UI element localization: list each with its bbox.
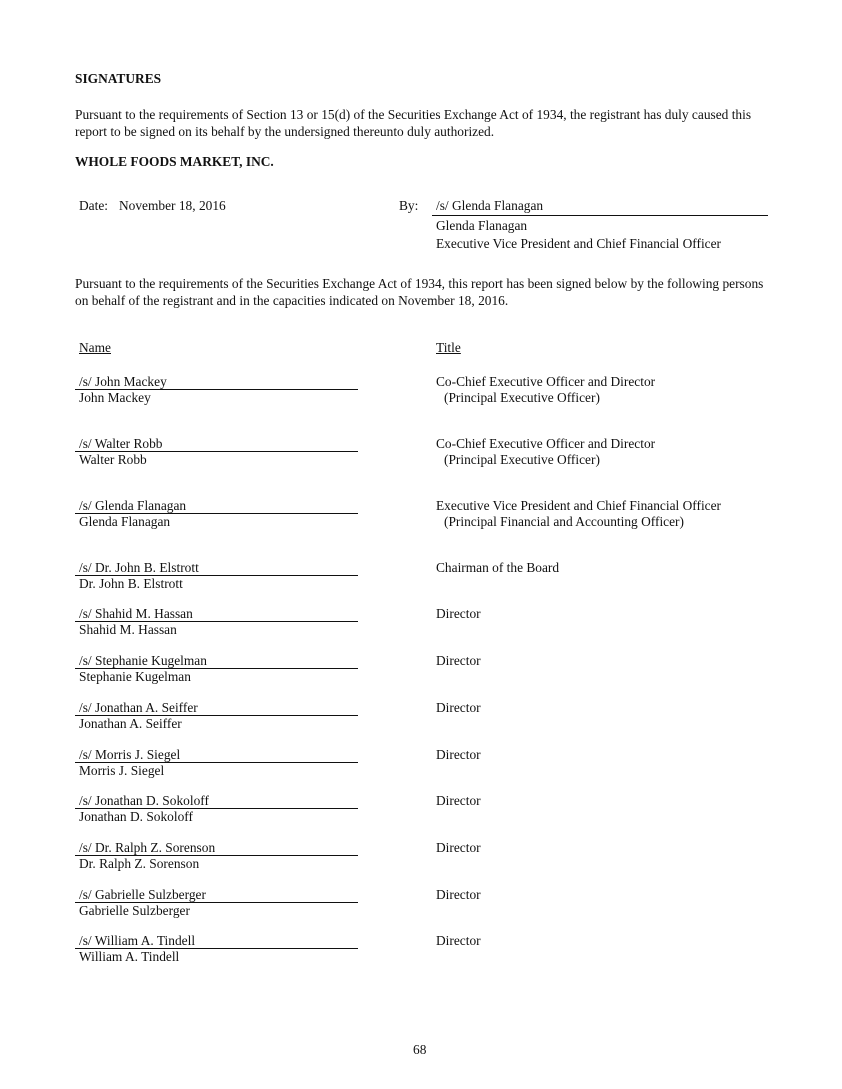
- signer-name: Jonathan A. Seiffer: [79, 716, 182, 731]
- signer-signature: /s/ Shahid M. Hassan: [79, 606, 193, 621]
- signer-name: Shahid M. Hassan: [79, 622, 177, 637]
- signer-capacity: (Principal Executive Officer): [444, 390, 600, 405]
- signer-name: William A. Tindell: [79, 949, 180, 964]
- date-label: Date:: [79, 198, 108, 213]
- signer-signature: /s/ Jonathan A. Seiffer: [79, 700, 198, 715]
- signer-name: Gabrielle Sulzberger: [79, 903, 190, 918]
- signer-name: John Mackey: [79, 390, 151, 405]
- signer-name: Jonathan D. Sokoloff: [79, 809, 193, 824]
- intro-paragraph: Pursuant to the requirements of Section 13 or 15(d) of the Securities Exchange Act of 1934, the registrant has duly caused this report to be signed on its behalf by the undersigned thereunto duly authorized.: [75, 107, 752, 139]
- signer-name: Glenda Flanagan: [79, 514, 171, 529]
- signer-title: Director: [436, 840, 481, 855]
- signer-name: Dr. Ralph Z. Sorenson: [79, 856, 200, 871]
- signer-title: Director: [436, 700, 481, 715]
- signer-title: Executive Vice President and Chief Financial Officer: [436, 498, 722, 513]
- signer-name: Dr. John B. Elstrott: [79, 576, 183, 591]
- signer-signature: /s/ Jonathan D. Sokoloff: [79, 793, 209, 808]
- signer-title: Director: [436, 747, 481, 762]
- signer-capacity: (Principal Executive Officer): [444, 452, 600, 467]
- signer-signature: /s/ John Mackey: [79, 374, 167, 389]
- signer-signature: /s/ Morris J. Siegel: [79, 747, 181, 762]
- signer-title: Co-Chief Executive Officer and Director: [436, 374, 656, 389]
- signer-signature: /s/ William A. Tindell: [79, 933, 196, 948]
- by-title: Executive Vice President and Chief Financial Officer: [436, 236, 722, 251]
- by-label: By:: [399, 198, 419, 213]
- by-name: Glenda Flanagan: [436, 218, 528, 233]
- signer-title: Director: [436, 793, 481, 808]
- by-signature-line: [432, 215, 768, 216]
- title-column-header: Title: [436, 340, 461, 355]
- signer-signature: /s/ Dr. John B. Elstrott: [79, 560, 199, 575]
- date-value: November 18, 2016: [119, 198, 226, 213]
- signer-title: Director: [436, 887, 481, 902]
- name-column-header: Name: [79, 340, 111, 355]
- signer-title: Chairman of the Board: [436, 560, 560, 575]
- signer-name: Stephanie Kugelman: [79, 669, 191, 684]
- signer-signature: /s/ Glenda Flanagan: [79, 498, 187, 513]
- signer-title: Director: [436, 606, 481, 621]
- signer-name: Walter Robb: [79, 452, 147, 467]
- signer-title: Director: [436, 653, 481, 668]
- signer-signature: /s/ Stephanie Kugelman: [79, 653, 207, 668]
- signer-title: Co-Chief Executive Officer and Director: [436, 436, 656, 451]
- signer-title: Director: [436, 933, 481, 948]
- signer-signature: /s/ Dr. Ralph Z. Sorenson: [79, 840, 216, 855]
- company-name: WHOLE FOODS MARKET, INC.: [75, 154, 274, 169]
- by-signature: /s/ Glenda Flanagan: [436, 198, 544, 213]
- second-paragraph: Pursuant to the requirements of the Securities Exchange Act of 1934, this report has been signed below by the following persons on behalf of the registrant and in the capacities indicated on November 18, 2016.: [75, 276, 764, 308]
- signer-signature: /s/ Walter Robb: [79, 436, 163, 451]
- signer-capacity: (Principal Financial and Accounting Officer): [444, 514, 684, 529]
- signer-signature: /s/ Gabrielle Sulzberger: [79, 887, 206, 902]
- signatures-heading: SIGNATURES: [75, 71, 162, 86]
- page-number: 68: [413, 1042, 427, 1057]
- signer-name: Morris J. Siegel: [79, 763, 165, 778]
